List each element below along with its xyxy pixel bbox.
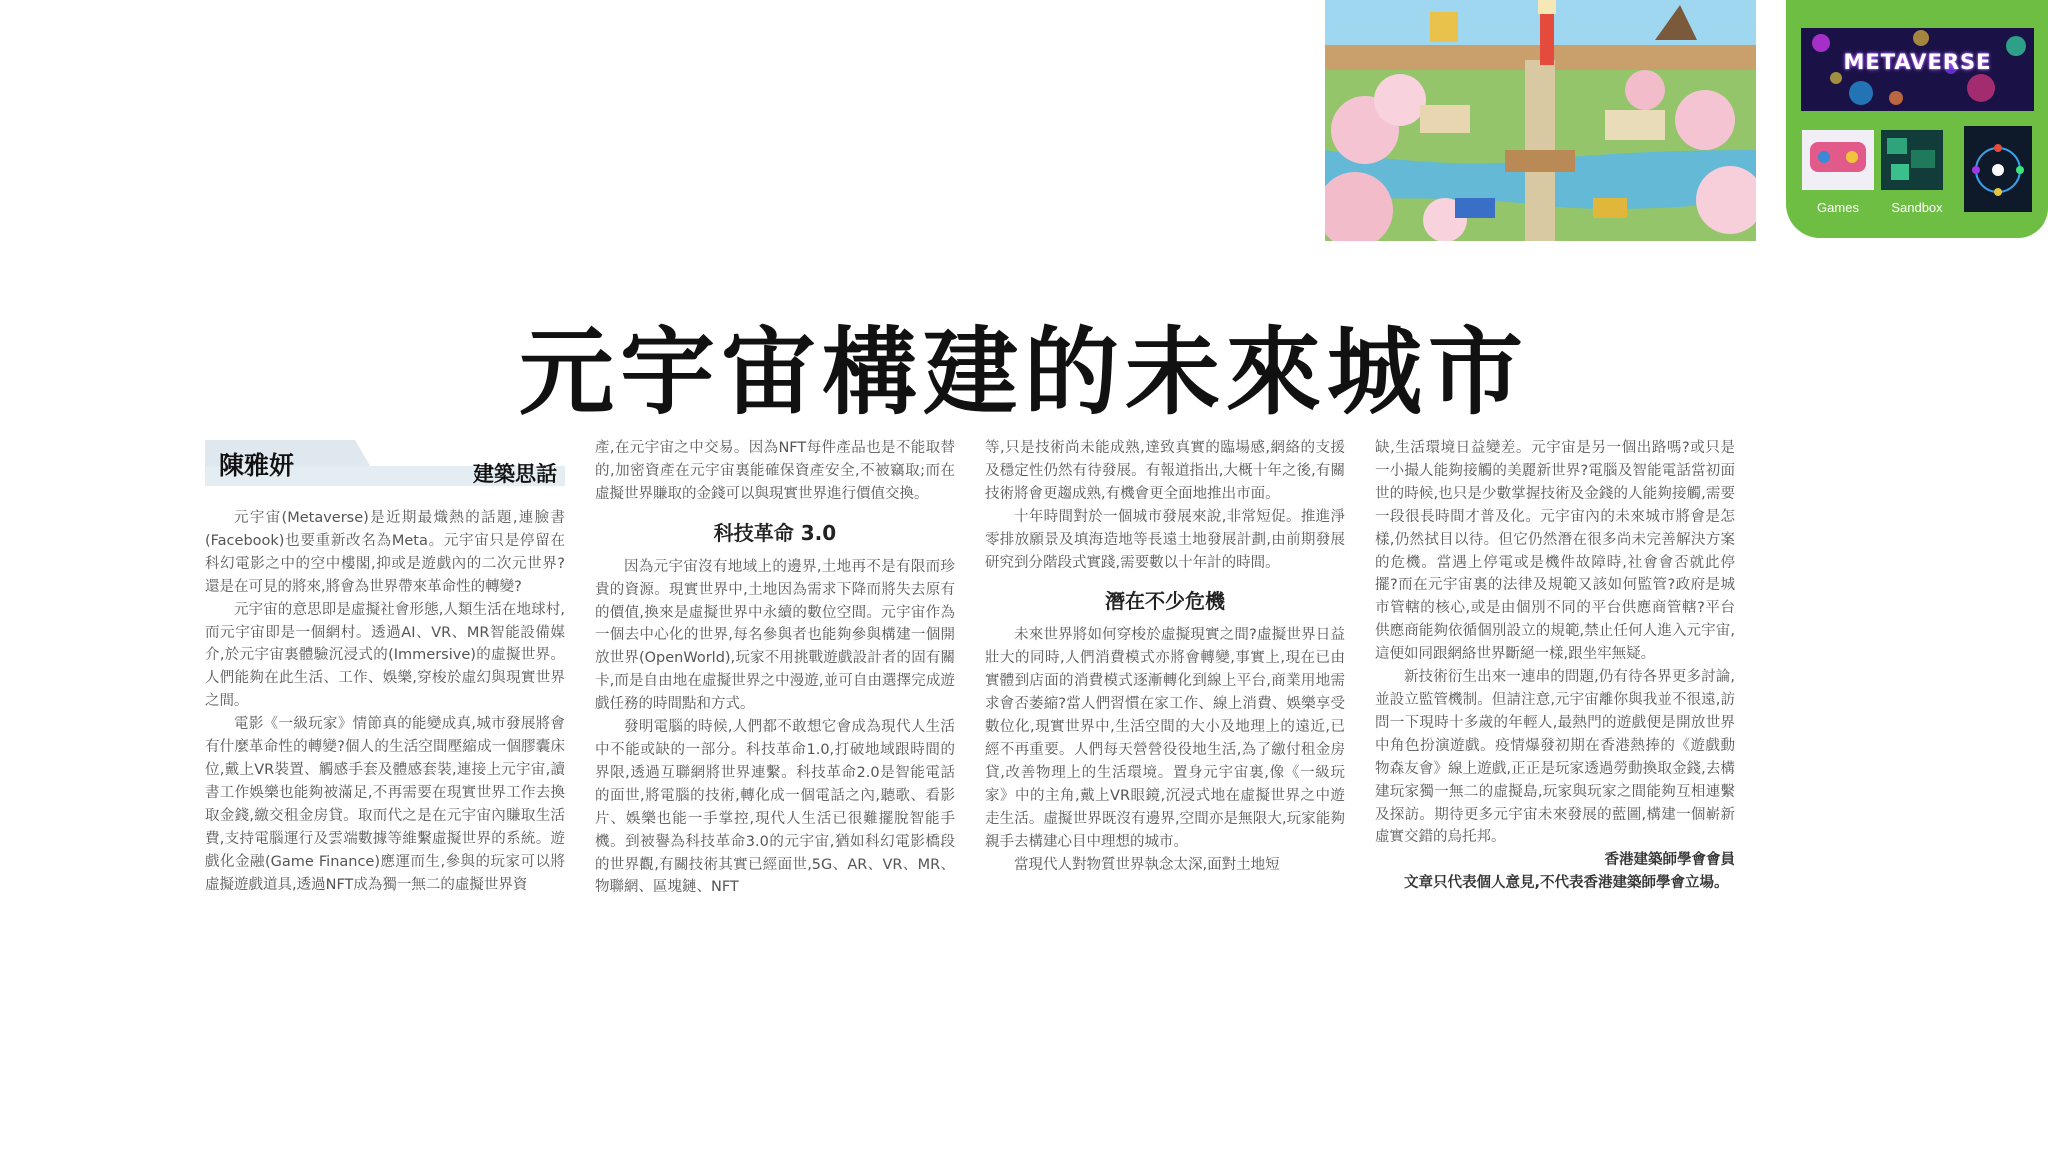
paragraph: 產,在元宇宙之中交易。因為NFT每件產品也是不能取替的,加密資產在元宇宙裏能確保資產安全,不被竊取;而在虛擬世界賺取的金錢可以與現實世界進行價值交換。: [595, 440, 955, 502]
metaverse-banner: [1801, 28, 2034, 111]
island-game-screenshot: [1325, 0, 1756, 241]
column-name: 建築思話: [473, 461, 557, 486]
subheading: 潛在不少危機: [1105, 589, 1225, 614]
article-column-1: [205, 507, 565, 896]
sandbox-caption: Sandbox: [1891, 200, 1943, 215]
metaverse-title: METAVERSE: [1843, 50, 1992, 74]
paragraph: 因為元宇宙沒有地域上的邊界,土地再不是有限而珍貴的資源。現實世界中,土地因為需求下降而將失去原有的價值,換來是虛擬世界中永續的數位空間。元宇宙作為一個去中心化的世界,每名參與者也能夠參與構建一個開放世界(OpenWorld),玩家不用挑戰遊戲設計者的固有關卡,而是自由地在虛擬世界之中漫遊,並可自由選擇完成遊戲任務的時間點和方式。: [595, 558, 955, 713]
article-column-2: [595, 437, 955, 899]
byline: [205, 440, 565, 486]
author-name: 陳雅妍: [219, 451, 295, 480]
disclaimer: 文章只代表個人意見,不代表香港建築師學會立場。: [1404, 875, 1729, 892]
article-column-3: [985, 437, 1345, 876]
paragraph: 缺,生活環境日益變差。元宇宙是另一個出路嗎?或只是一小撮人能夠接觸的美麗新世界?電腦及智能電話當初面世的時候,也只是少數掌握技術及金錢的人能夠接觸,需要一段很長時間才普及化。元宇宙內的未來城市將會是怎樣,仍然拭目以待。但它仍然潛在很多尚未完善解決方案的危機。當遇上停電或是機件故障時,社會會否就此停擺?而在元宇宙裏的法律及規範又該如何監管?政府是城市管轄的核心,或是由個別不同的平台供應商管轄?平台供應商能夠依循個別設立的規範,禁止任何人進入元宇宙,這便如同跟網絡世界斷絕一樣,跟坐牢無疑。: [1375, 440, 1735, 663]
metaverse-card: [1786, 0, 2048, 238]
paragraph: 元宇宙的意思即是虛擬社會形態,人類生活在地球村,而元宇宙即是一個網村。透過AI、VR、MR智能設備媒介,於元宇宙裏體驗沉浸式的(Immersive)的虛擬世界。人們能夠在此生活、工作、娛樂,穿梭於虛幻與現實世界之間。: [205, 601, 565, 710]
author-affiliation: 香港建築師學會會員: [1604, 852, 1735, 869]
paragraph: 未來世界將如何穿梭於虛擬現實之間?虛擬世界日益壯大的同時,人們消費模式亦將會轉變,事實上,現在已由實體到店面的消費模式逐漸轉化到線上平台,商業用地需求會否萎縮?當人們習慣在家工作、線上消費、娛樂享受數位化,現實世界中,生活空間的大小及地理上的遠近,已經不再重要。人們每天營營役役地生活,為了繳付租金房貸,改善物理上的生活環境。置身元宇宙裏,像《一級玩家》中的主角,戴上VR眼鏡,沉浸式地在虛擬世界之中遊走生活。虛擬世界既沒有邊界,空間亦是無限大,玩家能夠親手去構建心目中理想的城市。: [985, 627, 1345, 850]
web3-thumbnail: [1964, 126, 2032, 212]
article-headline: 元宇宙構建的未來城市: [518, 317, 1529, 428]
paragraph: 電影《一級玩家》情節真的能變成真,城市發展將會有什麼革命性的轉變?個人的生活空間壓縮成一個膠囊床位,戴上VR裝置、觸感手套及體感套裝,連接上元宇宙,讀書工作娛樂也能夠被滿足,不再需要在現實世界工作去換取金錢,繳交租金房貸。取而代之是在元宇宙內賺取生活費,支持電腦運行及雲端數據等維繫虛擬世界的系統。遊戲化金融(Game Finance)應運而生,參與的玩家可以將虛擬遊戲道具,透過NFT成為獨一無二的虛擬世界資: [205, 716, 565, 893]
article-column-4: [1375, 437, 1735, 895]
paragraph: 等,只是技術尚未能成熟,達致真實的臨場感,網絡的支援及穩定性仍然有待發展。有報道指出,大概十年之後,有關技術將會更趨成熟,有機會更全面地推出市面。: [985, 440, 1345, 502]
paragraph: 元宇宙(Metaverse)是近期最熾熱的話題,連臉書(Facebook)也要重新改名為Meta。元宇宙只是停留在科幻電影之中的空中樓閣,抑或是遊戲內的二次元世界?還是在可見的將來,將會為世界帶來革命性的轉變?: [205, 510, 565, 595]
games-caption: Games: [1817, 200, 1859, 215]
paragraph: 發明電腦的時候,人們都不敢想它會成為現代人生活中不能或缺的一部分。科技革命1.0,打破地域跟時間的界限,透過互聯網將世界連繫。科技革命2.0是智能電話的面世,將電腦的技術,轉化成一個電話之內,聽歌、看影片、娛樂也能一手掌控,現代人生活已很難擺脫智能手機。到被譽為科技革命3.0的元宇宙,猶如科幻電影橋段的世界觀,有關技術其實已經面世,5G、AR、VR、MR、物聯網、區塊鏈、NFT: [595, 719, 955, 896]
paragraph: 新技術衍生出來一連串的問題,仍有待各界更多討論,並設立監管機制。但請注意,元宇宙離你與我並不很遠,訪問一下現時十多歲的年輕人,最熱門的遊戲便是開放世界中角色扮演遊戲。疫情爆發初期在香港熱捧的《遊戲動物森友會》線上遊戲,正正是玩家透過勞動換取金錢,去構建玩家獨一無二的虛擬島,玩家與玩家之間能夠互相連繫及探訪。期待更多元宇宙未來發展的藍圖,構建一個嶄新虛實交錯的烏托邦。: [1375, 669, 1735, 846]
paragraph: 十年時間對於一個城市發展來說,非常短促。推進淨零排放願景及填海造地等長遠土地發展計劃,由前期發展研究到分階段式實踐,需要數以十年計的時間。: [985, 508, 1345, 571]
subheading: 科技革命 3.0: [713, 520, 837, 545]
paragraph: 當現代人對物質世界執念太深,面對土地短: [1014, 856, 1280, 873]
